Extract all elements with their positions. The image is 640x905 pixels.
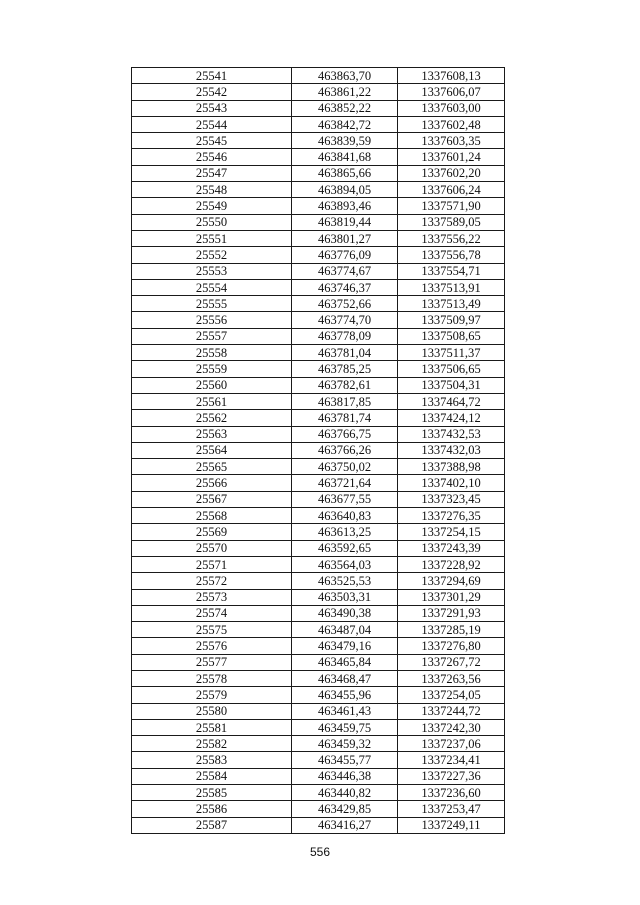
x-coordinate-cell: 463479,16 [292, 638, 398, 654]
x-coordinate-cell: 463613,25 [292, 524, 398, 540]
y-coordinate-cell: 1337323,45 [398, 491, 505, 507]
x-coordinate-cell: 463774,70 [292, 312, 398, 328]
y-coordinate-cell: 1337508,65 [398, 328, 505, 344]
x-coordinate-cell: 463861,22 [292, 84, 398, 100]
x-coordinate-cell: 463487,04 [292, 622, 398, 638]
table-row [132, 622, 505, 638]
point-number-cell: 25546 [132, 149, 292, 165]
table-row [132, 263, 505, 279]
point-number-cell: 25557 [132, 328, 292, 344]
x-coordinate-cell: 463782,61 [292, 377, 398, 393]
x-coordinate-cell: 463785,25 [292, 361, 398, 377]
point-number-cell: 25556 [132, 312, 292, 328]
coordinates-table-body [132, 68, 505, 834]
x-coordinate-cell: 463677,55 [292, 491, 398, 507]
y-coordinate-cell: 1337509,97 [398, 312, 505, 328]
point-number-cell: 25545 [132, 133, 292, 149]
y-coordinate-cell: 1337243,39 [398, 540, 505, 556]
point-number-cell: 25552 [132, 247, 292, 263]
point-number-cell: 25561 [132, 393, 292, 409]
y-coordinate-cell: 1337249,11 [398, 817, 505, 833]
y-coordinate-cell: 1337291,93 [398, 605, 505, 621]
x-coordinate-cell: 463490,38 [292, 605, 398, 621]
table-row [132, 328, 505, 344]
y-coordinate-cell: 1337227,36 [398, 768, 505, 784]
point-number-cell: 25566 [132, 475, 292, 491]
point-number-cell: 25587 [132, 817, 292, 833]
y-coordinate-cell: 1337432,53 [398, 426, 505, 442]
point-number-cell: 25565 [132, 459, 292, 475]
point-number-cell: 25572 [132, 573, 292, 589]
table-row [132, 654, 505, 670]
y-coordinate-cell: 1337513,49 [398, 296, 505, 312]
x-coordinate-cell: 463865,66 [292, 165, 398, 181]
x-coordinate-cell: 463893,46 [292, 198, 398, 214]
y-coordinate-cell: 1337294,69 [398, 573, 505, 589]
x-coordinate-cell: 463781,04 [292, 345, 398, 361]
y-coordinate-cell: 1337234,41 [398, 752, 505, 768]
table-row [132, 296, 505, 312]
x-coordinate-cell: 463817,85 [292, 393, 398, 409]
x-coordinate-cell: 463459,32 [292, 736, 398, 752]
x-coordinate-cell: 463640,83 [292, 508, 398, 524]
table-row [132, 377, 505, 393]
point-number-cell: 25554 [132, 279, 292, 295]
point-number-cell: 25571 [132, 556, 292, 572]
table-row [132, 540, 505, 556]
point-number-cell: 25558 [132, 345, 292, 361]
point-number-cell: 25568 [132, 508, 292, 524]
table-row [132, 345, 505, 361]
table-row [132, 556, 505, 572]
point-number-cell: 25569 [132, 524, 292, 540]
point-number-cell: 25564 [132, 442, 292, 458]
point-number-cell: 25581 [132, 719, 292, 735]
table-row [132, 442, 505, 458]
y-coordinate-cell: 1337608,13 [398, 68, 505, 84]
x-coordinate-cell: 463774,67 [292, 263, 398, 279]
point-number-cell: 25563 [132, 426, 292, 442]
point-number-cell: 25543 [132, 100, 292, 116]
table-row [132, 475, 505, 491]
x-coordinate-cell: 463766,26 [292, 442, 398, 458]
x-coordinate-cell: 463440,82 [292, 785, 398, 801]
x-coordinate-cell: 463455,77 [292, 752, 398, 768]
point-number-cell: 25550 [132, 214, 292, 230]
table-row [132, 279, 505, 295]
x-coordinate-cell: 463819,44 [292, 214, 398, 230]
y-coordinate-cell: 1337388,98 [398, 459, 505, 475]
x-coordinate-cell: 463839,59 [292, 133, 398, 149]
y-coordinate-cell: 1337589,05 [398, 214, 505, 230]
point-number-cell: 25547 [132, 165, 292, 181]
table-row [132, 133, 505, 149]
y-coordinate-cell: 1337228,92 [398, 556, 505, 572]
y-coordinate-cell: 1337301,29 [398, 589, 505, 605]
table-row [132, 116, 505, 132]
point-number-cell: 25542 [132, 84, 292, 100]
x-coordinate-cell: 463752,66 [292, 296, 398, 312]
table-row [132, 149, 505, 165]
x-coordinate-cell: 463801,27 [292, 230, 398, 246]
coordinates-table [131, 67, 505, 834]
x-coordinate-cell: 463468,47 [292, 670, 398, 686]
x-coordinate-cell: 463564,03 [292, 556, 398, 572]
y-coordinate-cell: 1337242,30 [398, 719, 505, 735]
y-coordinate-cell: 1337253,47 [398, 801, 505, 817]
x-coordinate-cell: 463863,70 [292, 68, 398, 84]
table-row [132, 165, 505, 181]
point-number-cell: 25582 [132, 736, 292, 752]
table-row [132, 312, 505, 328]
y-coordinate-cell: 1337601,24 [398, 149, 505, 165]
point-number-cell: 25570 [132, 540, 292, 556]
table-row [132, 736, 505, 752]
x-coordinate-cell: 463781,74 [292, 410, 398, 426]
y-coordinate-cell: 1337285,19 [398, 622, 505, 638]
point-number-cell: 25574 [132, 605, 292, 621]
y-coordinate-cell: 1337237,06 [398, 736, 505, 752]
point-number-cell: 25551 [132, 230, 292, 246]
table-row [132, 198, 505, 214]
page-number: 556 [309, 845, 331, 859]
point-number-cell: 25585 [132, 785, 292, 801]
point-number-cell: 25562 [132, 410, 292, 426]
point-number-cell: 25544 [132, 116, 292, 132]
table-row [132, 703, 505, 719]
x-coordinate-cell: 463721,64 [292, 475, 398, 491]
point-number-cell: 25541 [132, 68, 292, 84]
x-coordinate-cell: 463461,43 [292, 703, 398, 719]
point-number-cell: 25549 [132, 198, 292, 214]
y-coordinate-cell: 1337254,15 [398, 524, 505, 540]
x-coordinate-cell: 463592,65 [292, 540, 398, 556]
x-coordinate-cell: 463776,09 [292, 247, 398, 263]
table-row [132, 670, 505, 686]
point-number-cell: 25584 [132, 768, 292, 784]
point-number-cell: 25553 [132, 263, 292, 279]
x-coordinate-cell: 463746,37 [292, 279, 398, 295]
y-coordinate-cell: 1337606,24 [398, 182, 505, 198]
table-row [132, 785, 505, 801]
x-coordinate-cell: 463852,22 [292, 100, 398, 116]
y-coordinate-cell: 1337263,56 [398, 670, 505, 686]
table-row [132, 687, 505, 703]
table-row [132, 508, 505, 524]
y-coordinate-cell: 1337254,05 [398, 687, 505, 703]
y-coordinate-cell: 1337432,03 [398, 442, 505, 458]
table-row [132, 817, 505, 833]
y-coordinate-cell: 1337424,12 [398, 410, 505, 426]
y-coordinate-cell: 1337606,07 [398, 84, 505, 100]
point-number-cell: 25579 [132, 687, 292, 703]
x-coordinate-cell: 463416,27 [292, 817, 398, 833]
y-coordinate-cell: 1337602,20 [398, 165, 505, 181]
y-coordinate-cell: 1337554,71 [398, 263, 505, 279]
x-coordinate-cell: 463465,84 [292, 654, 398, 670]
y-coordinate-cell: 1337276,80 [398, 638, 505, 654]
table-row [132, 524, 505, 540]
x-coordinate-cell: 463446,38 [292, 768, 398, 784]
y-coordinate-cell: 1337402,10 [398, 475, 505, 491]
x-coordinate-cell: 463766,75 [292, 426, 398, 442]
y-coordinate-cell: 1337511,37 [398, 345, 505, 361]
point-number-cell: 25583 [132, 752, 292, 768]
point-number-cell: 25560 [132, 377, 292, 393]
y-coordinate-cell: 1337464,72 [398, 393, 505, 409]
table-row [132, 100, 505, 116]
x-coordinate-cell: 463525,53 [292, 573, 398, 589]
y-coordinate-cell: 1337513,91 [398, 279, 505, 295]
table-row [132, 410, 505, 426]
x-coordinate-cell: 463429,85 [292, 801, 398, 817]
y-coordinate-cell: 1337571,90 [398, 198, 505, 214]
table-row [132, 247, 505, 263]
table-row [132, 214, 505, 230]
y-coordinate-cell: 1337276,35 [398, 508, 505, 524]
table-row [132, 491, 505, 507]
x-coordinate-cell: 463841,68 [292, 149, 398, 165]
x-coordinate-cell: 463503,31 [292, 589, 398, 605]
point-number-cell: 25559 [132, 361, 292, 377]
x-coordinate-cell: 463455,96 [292, 687, 398, 703]
table-row [132, 84, 505, 100]
table-row [132, 589, 505, 605]
x-coordinate-cell: 463894,05 [292, 182, 398, 198]
table-row [132, 638, 505, 654]
point-number-cell: 25580 [132, 703, 292, 719]
table-row [132, 68, 505, 84]
x-coordinate-cell: 463750,02 [292, 459, 398, 475]
point-number-cell: 25575 [132, 622, 292, 638]
y-coordinate-cell: 1337506,65 [398, 361, 505, 377]
y-coordinate-cell: 1337556,22 [398, 230, 505, 246]
table-row [132, 426, 505, 442]
x-coordinate-cell: 463842,72 [292, 116, 398, 132]
point-number-cell: 25586 [132, 801, 292, 817]
table-row [132, 573, 505, 589]
y-coordinate-cell: 1337556,78 [398, 247, 505, 263]
y-coordinate-cell: 1337236,60 [398, 785, 505, 801]
y-coordinate-cell: 1337504,31 [398, 377, 505, 393]
y-coordinate-cell: 1337244,72 [398, 703, 505, 719]
table-row [132, 801, 505, 817]
y-coordinate-cell: 1337602,48 [398, 116, 505, 132]
table-row [132, 719, 505, 735]
point-number-cell: 25576 [132, 638, 292, 654]
table-row [132, 393, 505, 409]
point-number-cell: 25577 [132, 654, 292, 670]
y-coordinate-cell: 1337603,00 [398, 100, 505, 116]
y-coordinate-cell: 1337603,35 [398, 133, 505, 149]
y-coordinate-cell: 1337267,72 [398, 654, 505, 670]
table-row [132, 605, 505, 621]
x-coordinate-cell: 463778,09 [292, 328, 398, 344]
point-number-cell: 25573 [132, 589, 292, 605]
table-row [132, 182, 505, 198]
table-row [132, 361, 505, 377]
point-number-cell: 25548 [132, 182, 292, 198]
table-row [132, 752, 505, 768]
x-coordinate-cell: 463459,75 [292, 719, 398, 735]
table-row [132, 459, 505, 475]
table-row [132, 230, 505, 246]
point-number-cell: 25555 [132, 296, 292, 312]
table-row [132, 768, 505, 784]
point-number-cell: 25567 [132, 491, 292, 507]
point-number-cell: 25578 [132, 670, 292, 686]
